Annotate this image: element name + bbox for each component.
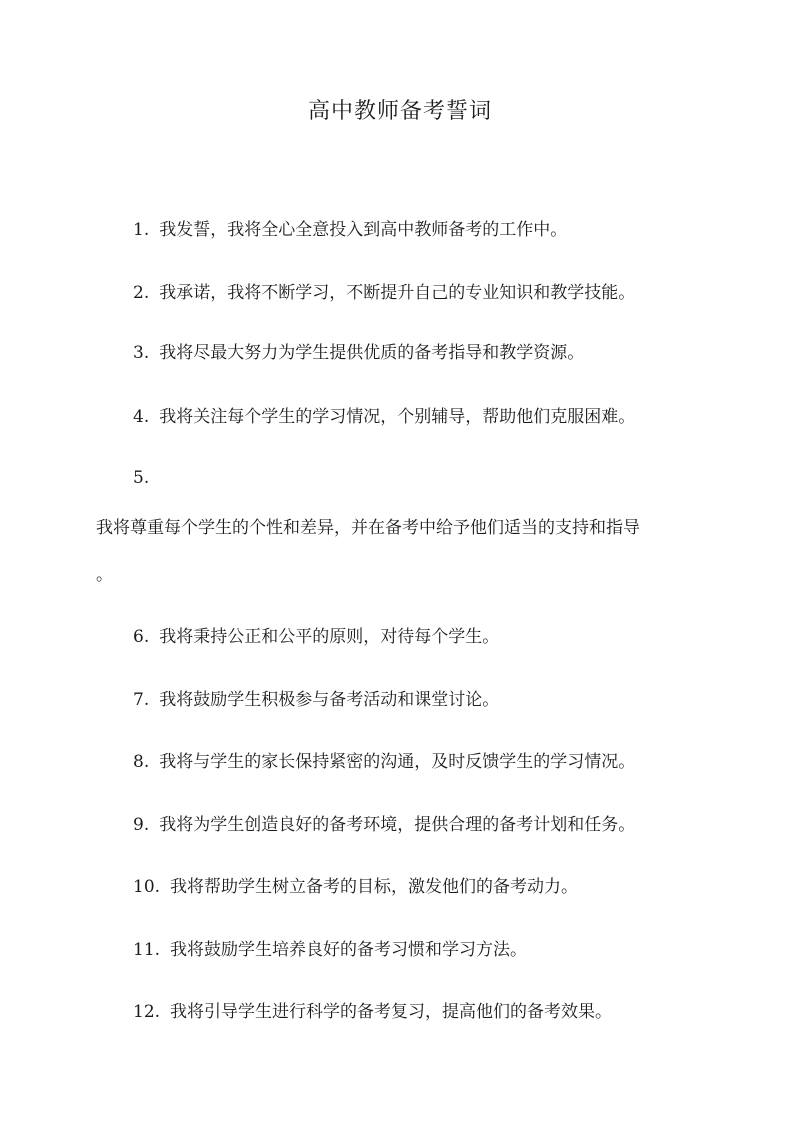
item-text: 我将鼓励学生培养良好的备考习惯和学习方法。 bbox=[170, 940, 528, 960]
item-number: 3. bbox=[133, 343, 150, 363]
item-text: 我将关注每个学生的学习情况，个别辅导，帮助他们克服困难。 bbox=[159, 407, 636, 427]
item-5-text-line-1: 我将尊重每个学生的个性和差异，并在备考中给予他们适当的支持和指导 bbox=[96, 518, 640, 538]
item-text: 我承诺，我将不断学习，不断提升自己的专业知识和教学技能。 bbox=[159, 283, 636, 303]
list-item bbox=[133, 281, 635, 305]
item-text: 我将帮助学生树立备考的目标，激发他们的备考动力。 bbox=[170, 877, 579, 897]
item-number: 10. bbox=[133, 877, 161, 897]
list-item bbox=[133, 405, 635, 429]
list-item bbox=[133, 688, 499, 712]
item-text: 我将尽最大努力为学生提供优质的备考指导和教学资源。 bbox=[159, 343, 585, 363]
item-number: 7. bbox=[133, 690, 150, 710]
item-text: 我将鼓励学生积极参与备考活动和课堂讨论。 bbox=[159, 690, 500, 710]
list-item bbox=[133, 466, 159, 490]
item-number: 12. bbox=[133, 1002, 161, 1022]
item-text: 我发誓，我将全心全意投入到高中教师备考的工作中。 bbox=[159, 220, 568, 240]
item-number: 5. bbox=[133, 468, 150, 488]
item-text: 我将与学生的家长保持紧密的沟通，及时反馈学生的学习情况。 bbox=[159, 752, 636, 772]
list-item bbox=[133, 341, 584, 365]
list-item bbox=[133, 625, 499, 649]
list-item bbox=[133, 938, 527, 962]
list-item bbox=[133, 1000, 612, 1024]
item-number: 2. bbox=[133, 283, 150, 303]
list-item bbox=[133, 813, 635, 837]
item-text: 我将秉持公正和公平的原则，对待每个学生。 bbox=[159, 627, 500, 647]
item-number: 6. bbox=[133, 627, 150, 647]
list-item bbox=[133, 750, 635, 774]
item-5-text-line-2: 。 bbox=[96, 565, 113, 585]
item-number: 1. bbox=[133, 220, 150, 240]
item-number: 4. bbox=[133, 407, 150, 427]
item-number: 9. bbox=[133, 815, 150, 835]
item-number: 11. bbox=[133, 940, 161, 960]
item-number: 8. bbox=[133, 752, 150, 772]
list-item bbox=[133, 218, 567, 242]
list-item bbox=[133, 875, 578, 899]
item-text: 我将为学生创造良好的备考环境，提供合理的备考计划和任务。 bbox=[159, 815, 636, 835]
document-title: 高中教师备考誓词 bbox=[307, 99, 492, 124]
item-text: 我将引导学生进行科学的备考复习，提高他们的备考效果。 bbox=[170, 1002, 613, 1022]
